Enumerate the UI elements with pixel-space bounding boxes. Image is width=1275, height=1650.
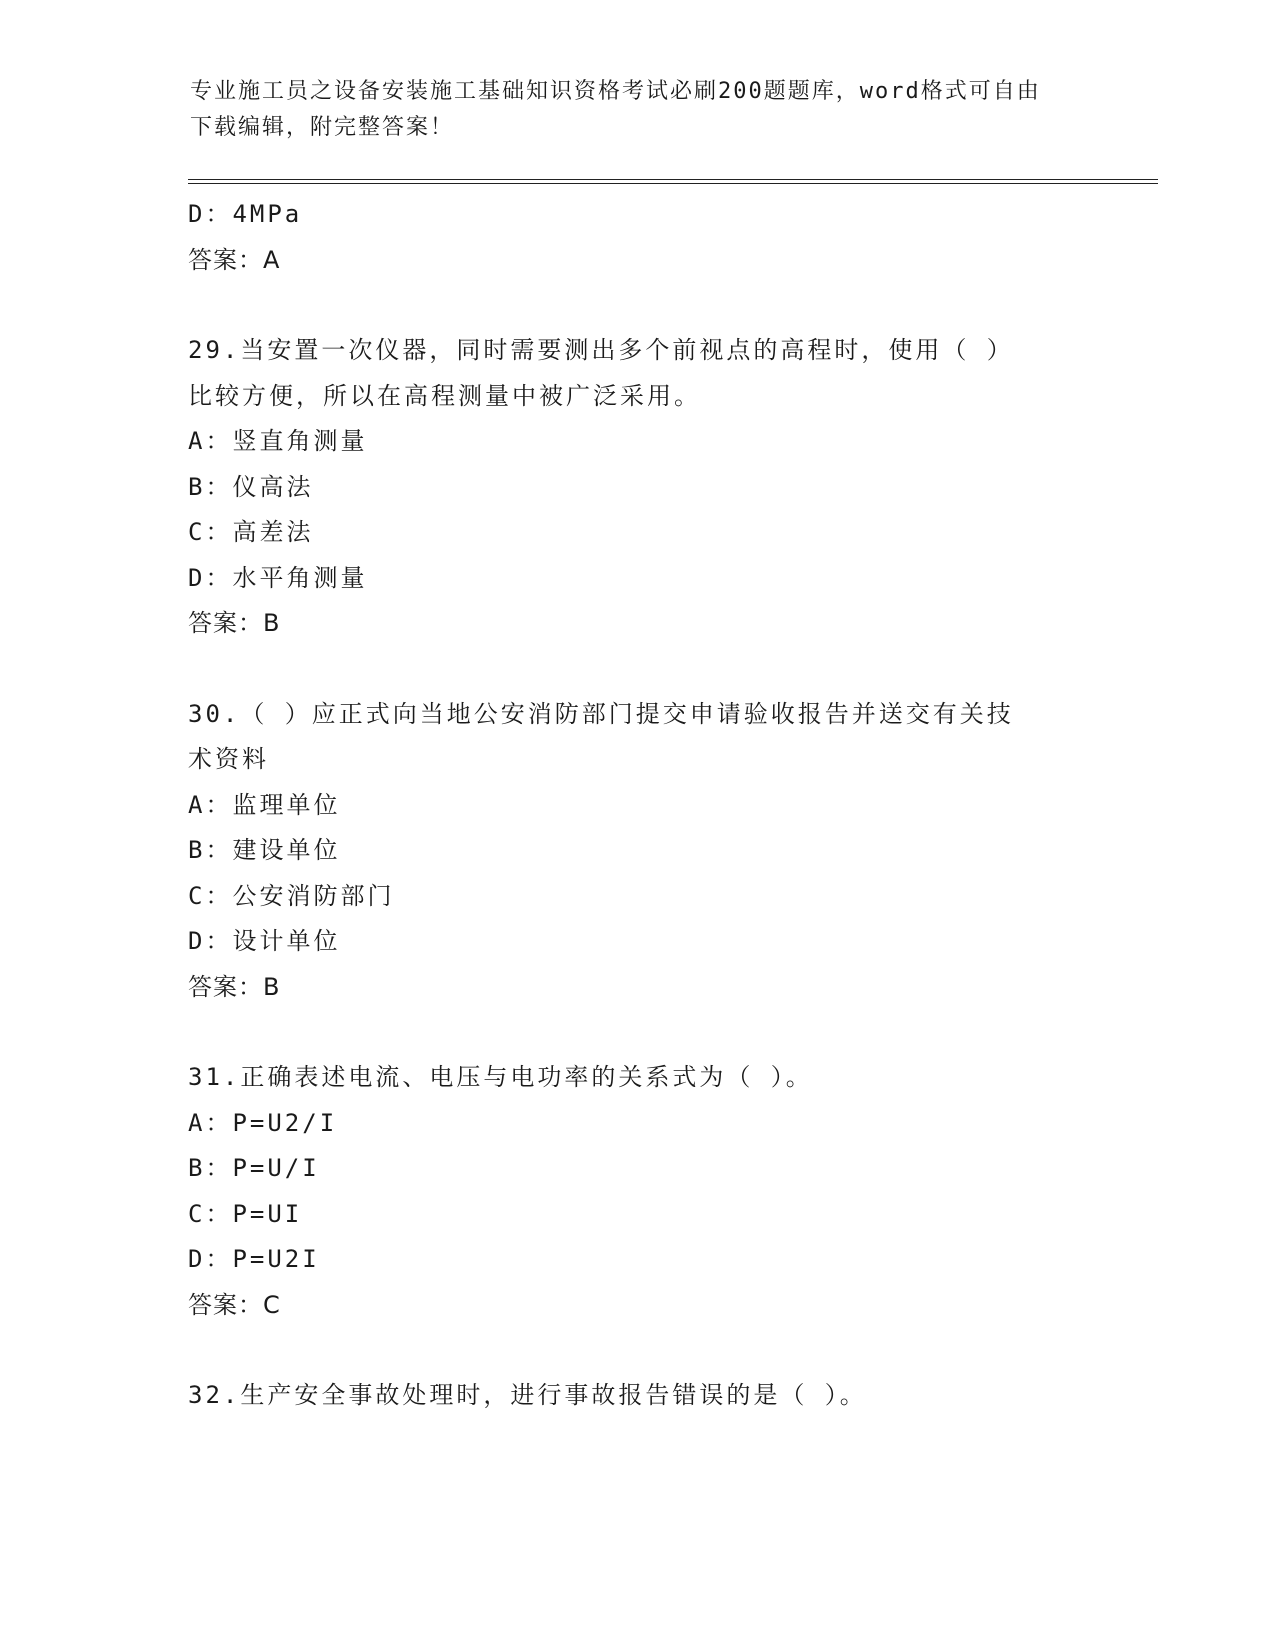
- answer-line: 答案：B: [188, 972, 281, 1001]
- answer-line: 答案：C: [188, 1290, 281, 1319]
- question-stem: 32.生产安全事故处理时，进行事故报告错误的是（ ）。: [188, 1381, 867, 1409]
- question-30: [188, 692, 1088, 1011]
- question-29: [188, 328, 1088, 647]
- document-header: [190, 74, 1090, 146]
- spacer: [188, 1010, 1088, 1055]
- question-stem: 29.当安置一次仪器，同时需要测出多个前视点的高程时，使用（ ）: [188, 336, 1014, 364]
- spacer: [188, 647, 1088, 692]
- option-a: A：监理单位: [188, 790, 341, 819]
- document-body: [188, 192, 1088, 1419]
- header-rule-top: [188, 179, 1158, 180]
- option-c: C：公安消防部门: [188, 881, 395, 910]
- header-rule-bottom: [188, 183, 1158, 184]
- option-c: C：P=UI: [188, 1199, 303, 1228]
- option-b: B：仪高法: [188, 472, 314, 501]
- spacer: [188, 283, 1088, 328]
- option-d: D：设计单位: [188, 927, 341, 955]
- question-32: [188, 1373, 1088, 1419]
- question-stem: 31.正确表述电流、电压与电功率的关系式为（ ）。: [188, 1063, 813, 1091]
- spacer: [188, 1328, 1088, 1373]
- question-31: [188, 1055, 1088, 1328]
- question-stem-continued: 术资料: [188, 745, 269, 773]
- answer-line: 答案：B: [188, 609, 281, 637]
- option-c: C：高差法: [188, 518, 314, 546]
- option-a: A：P=U2/I: [188, 1108, 338, 1137]
- option-d: D：4MPa: [188, 200, 303, 228]
- option-b: B：建设单位: [188, 836, 341, 864]
- option-b: B：P=U/I: [188, 1154, 320, 1182]
- question-stem: 30.（ ）应正式向当地公安消防部门提交申请验收报告并送交有关技: [188, 699, 1014, 728]
- option-d: D：P=U2I: [188, 1245, 320, 1273]
- option-d: D：水平角测量: [188, 563, 368, 592]
- answer-line: 答案：A: [188, 245, 281, 274]
- header-title-line-2: 下载编辑，附完整答案！: [190, 115, 455, 140]
- header-title-line-1: 专业施工员之设备安装施工基础知识资格考试必刷200题题库，word格式可自由: [190, 79, 1041, 104]
- option-a: A：竖直角测量: [188, 427, 368, 455]
- question-stem-continued: 比较方便，所以在高程测量中被广泛采用。: [188, 381, 701, 410]
